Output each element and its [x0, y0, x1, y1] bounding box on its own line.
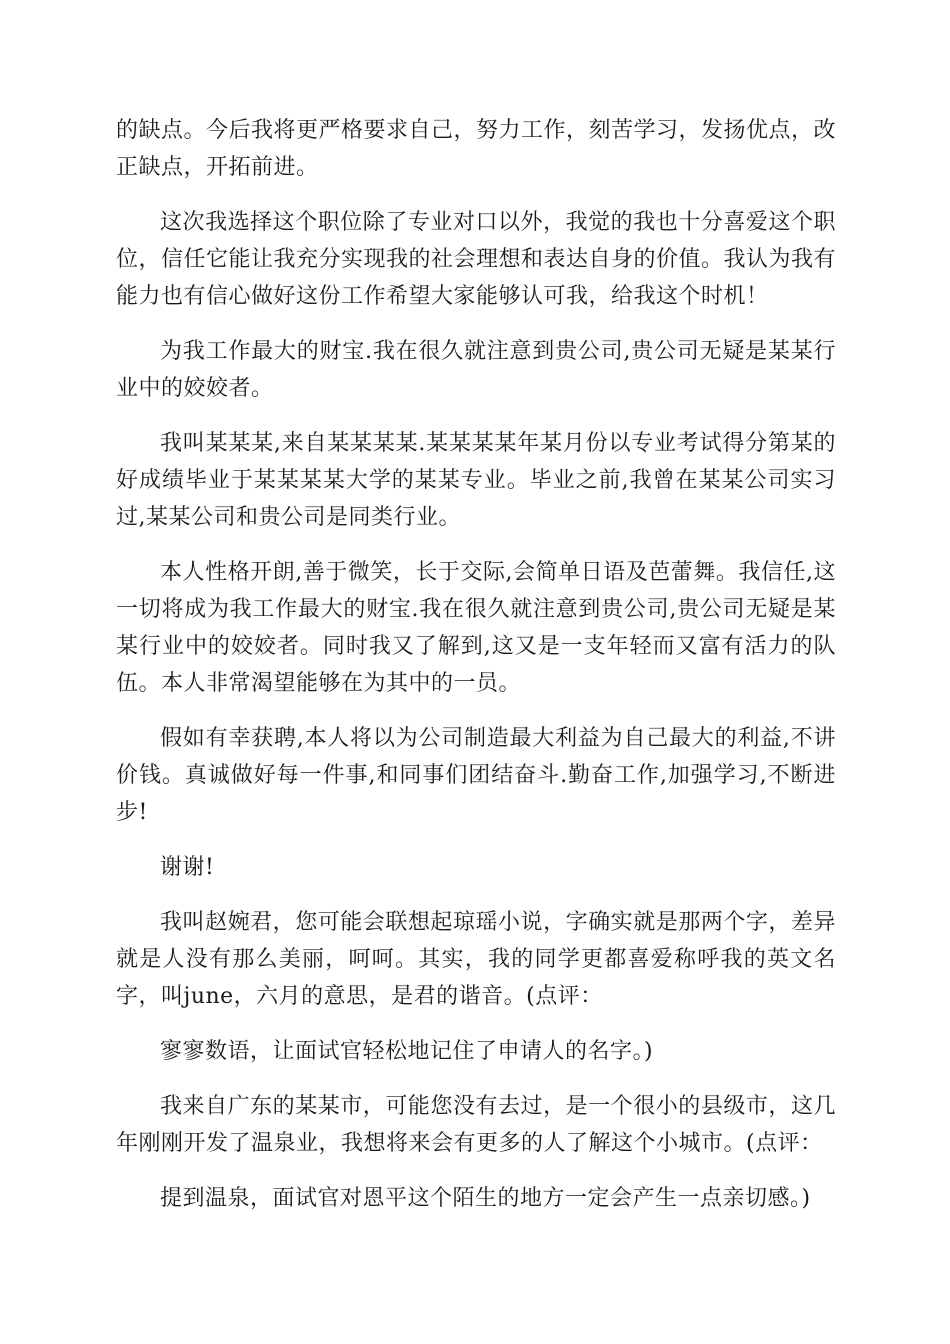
paragraph-7: 谢谢! — [160, 855, 215, 880]
paragraph-11: 提到温泉，面试官对恩平这个陌生的地方一定会产生一点亲切感。) — [160, 1186, 811, 1211]
document-body — [116, 112, 836, 1235]
paragraph-6: 假如有幸获聘,本人将以为公司制造最大利益为自己最大的利益,不讲价钱。真诚做好每一件事,和同事们团结奋斗.勤奋工作,加强学习,不断进步! — [116, 726, 836, 825]
paragraph-10: 我来自广东的某某市，可能您没有去过，是一个很小的县级市，这几年刚刚开发了温泉业，我想将来会有更多的人了解这个小城市。(点评： — [116, 1094, 836, 1156]
paragraph-3: 为我工作最大的财宝.我在很久就注意到贵公司,贵公司无疑是某某行业中的姣姣者。 — [116, 339, 836, 401]
paragraph-5: 本人性格开朗,善于微笑，长于交际,会简单日语及芭蕾舞。我信任,这一切将成为我工作最大的财宝.我在很久就注意到贵公司,贵公司无疑是某某行业中的姣姣者。同时我又了解到,这又是一支年轻而又富有活力的队伍。本人非常渴望能够在为其中的一员。 — [116, 560, 836, 696]
paragraph-1: 的缺点。今后我将更严格要求自己，努力工作，刻苦学习，发扬优点，改正缺点，开拓前进。 — [116, 118, 837, 180]
paragraph-8: 我叫赵婉君，您可能会联想起琼瑶小说，字确实就是那两个字，差异就是人没有那么美丽，呵呵。其实，我的同学更都喜爱称呼我的英文名字，叫june，六月的意思，是君的谐音。(点评： — [116, 910, 836, 1009]
paragraph-2: 这次我选择这个职位除了专业对口以外，我觉的我也十分喜爱这个职位，信任它能让我充分实现我的社会理想和表达自身的价值。我认为我有能力也有信心做好这份工作希望大家能够认可我，给我这个时机！ — [116, 210, 837, 309]
paragraph-4: 我叫某某某,来自某某某某.某某某某年某月份以专业考试得分第某的好成绩毕业于某某某某大学的某某专业。毕业之前,我曾在某某公司实习过,某某公司和贵公司是同类行业。 — [116, 431, 836, 530]
paragraph-9: 寥寥数语，让面试官轻松地记住了申请人的名字。) — [160, 1039, 654, 1064]
